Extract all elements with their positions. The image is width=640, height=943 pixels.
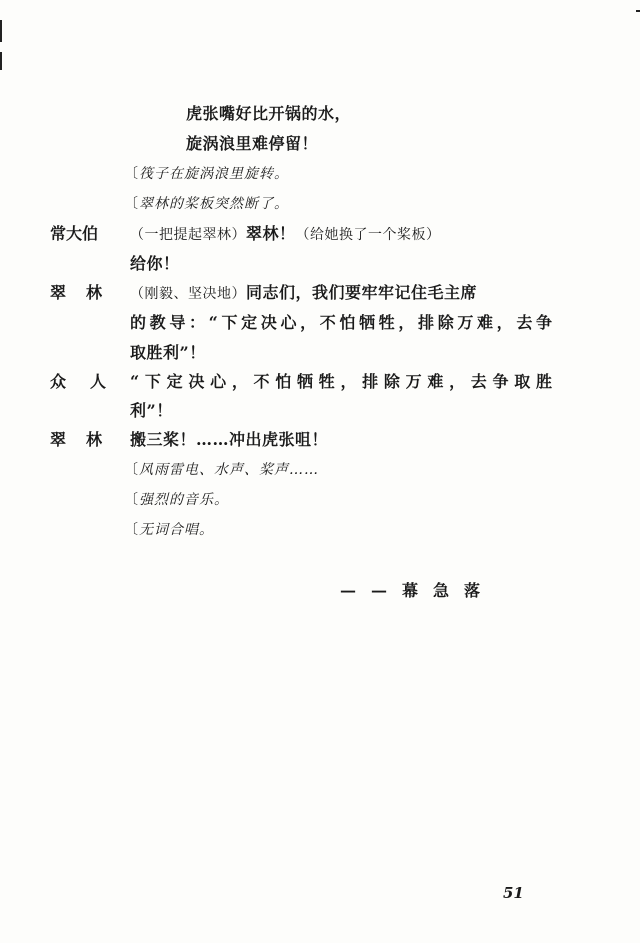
dialogue-line: 的教导：“下定决心，不怕牺牲，排除万难，去争	[130, 313, 552, 332]
dialogue-line: 利”！	[130, 401, 173, 420]
stage-direction: 〔风雨雷电、水声、桨声……	[124, 462, 319, 478]
dialogue-line: 搬三桨！……冲出虎张咀！	[130, 430, 329, 449]
speaker-name: 常大伯	[50, 224, 99, 243]
stage-direction: 〔强烈的音乐。	[124, 492, 229, 508]
dialogue-line: 给你！	[130, 254, 180, 273]
scan-corner-mark	[636, 10, 640, 12]
stage-direction: 〔翠林的桨板突然断了。	[124, 196, 289, 212]
speaker-name: 翠林	[50, 283, 123, 302]
stage-direction: 〔无词合唱。	[124, 522, 214, 538]
dialogue-line: （刚毅、坚决地）同志们，我们要牢牢记住毛主席	[130, 283, 478, 302]
verse-line: 旋涡浪里难停留！	[186, 134, 319, 153]
speaker-name: 众人	[50, 372, 131, 391]
speaker-name: 翠林	[50, 430, 123, 449]
stage-direction: 〔筏子在旋涡浪里旋转。	[124, 166, 289, 182]
dialogue-line: 取胜利”！	[130, 343, 206, 362]
dialogue-line: “下定决心，不怕牺牲，排除万难，去争取胜	[130, 372, 552, 391]
page-number: 51	[503, 884, 524, 902]
scan-edge-mark	[0, 20, 2, 42]
scan-edge-mark	[0, 52, 2, 70]
verse-line: 虎张嘴好比开锅的水，	[186, 104, 352, 123]
dialogue-line: （一把提起翠林）翠林！（给她换了一个桨板）	[130, 224, 441, 243]
curtain-falls-note: ——幕急落	[340, 581, 496, 600]
